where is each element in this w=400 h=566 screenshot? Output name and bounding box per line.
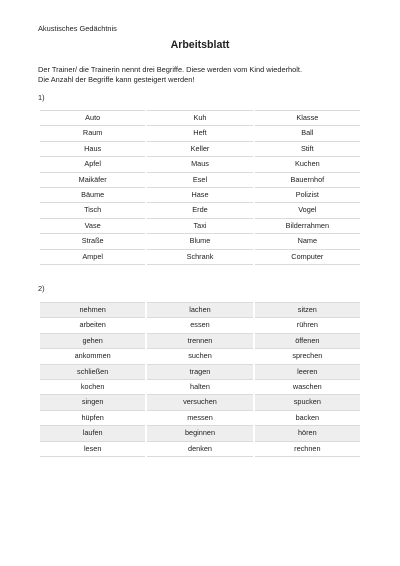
table-row <box>39 203 361 218</box>
word-cell: halten <box>146 380 253 395</box>
word-cell: Klasse <box>254 111 361 126</box>
word-cell: sprechen <box>254 349 361 364</box>
table-row <box>39 395 361 410</box>
word-cell: Esel <box>146 172 253 187</box>
word-cell: Ampel <box>39 249 146 264</box>
word-cell: schließen <box>39 364 146 379</box>
word-cell: Vogel <box>254 203 361 218</box>
word-cell: Blume <box>146 234 253 249</box>
word-cell: Maus <box>146 157 253 172</box>
word-cell: tragen <box>146 364 253 379</box>
word-cell: Tisch <box>39 203 146 218</box>
instructions <box>38 65 302 84</box>
word-cell: Maikäfer <box>39 172 146 187</box>
word-cell: Computer <box>254 249 361 264</box>
word-cell: suchen <box>146 349 253 364</box>
word-cell: waschen <box>254 380 361 395</box>
word-cell: Haus <box>39 141 146 156</box>
word-cell: leeren <box>254 364 361 379</box>
table-row <box>39 380 361 395</box>
word-cell: Erde <box>146 203 253 218</box>
word-cell: Straße <box>39 234 146 249</box>
table-row <box>39 303 361 318</box>
table-row <box>39 111 361 126</box>
word-cell: denken <box>146 441 253 456</box>
word-cell: Name <box>254 234 361 249</box>
word-cell: hören <box>254 426 361 441</box>
word-cell: arbeiten <box>39 318 146 333</box>
table-row <box>39 410 361 425</box>
table-row <box>39 249 361 264</box>
word-cell: backen <box>254 410 361 425</box>
table-row <box>39 318 361 333</box>
instruction-line: Der Trainer/ die Trainerin nennt drei Begriffe. Diese werden vom Kind wiederholt. <box>38 65 303 74</box>
page-title: Arbeitsblatt <box>170 39 230 51</box>
word-cell: Hase <box>146 188 253 203</box>
word-cell: Raum <box>39 126 146 141</box>
word-cell: lesen <box>39 441 146 456</box>
word-cell: Bauernhof <box>254 172 361 187</box>
word-cell: Keller <box>146 141 253 156</box>
table-row <box>39 188 361 203</box>
word-table-verbs <box>38 302 362 457</box>
word-cell: nehmen <box>39 303 146 318</box>
table-row <box>39 157 361 172</box>
word-cell: ankommen <box>39 349 146 364</box>
word-cell: Apfel <box>39 157 146 172</box>
word-cell: Polizist <box>254 188 361 203</box>
word-cell: messen <box>146 410 253 425</box>
word-cell: spucken <box>254 395 361 410</box>
section-label-1: 1) <box>38 93 45 102</box>
word-cell: Heft <box>146 126 253 141</box>
section-label-2: 2) <box>38 284 45 293</box>
word-cell: Auto <box>39 111 146 126</box>
word-table-nouns <box>38 110 362 265</box>
word-cell: Bäume <box>39 188 146 203</box>
word-cell: hüpfen <box>39 410 146 425</box>
word-cell: beginnen <box>146 426 253 441</box>
table-row <box>39 426 361 441</box>
instruction-line: Die Anzahl der Begriffe kann gesteigert werden! <box>38 74 195 84</box>
table-row <box>39 172 361 187</box>
word-cell: sitzen <box>254 303 361 318</box>
header-label: Akustisches Gedächtnis <box>38 24 117 33</box>
word-cell: Taxi <box>146 218 253 233</box>
word-cell: versuchen <box>146 395 253 410</box>
table-row <box>39 218 361 233</box>
word-cell: gehen <box>39 333 146 348</box>
word-cell: Kuh <box>146 111 253 126</box>
word-cell: öffenen <box>254 333 361 348</box>
word-cell: Vase <box>39 218 146 233</box>
table-row <box>39 349 361 364</box>
word-cell: Schrank <box>146 249 253 264</box>
word-cell: Kuchen <box>254 157 361 172</box>
word-cell: trennen <box>146 333 253 348</box>
word-cell: Stift <box>254 141 361 156</box>
table-row <box>39 333 361 348</box>
table-row <box>39 234 361 249</box>
word-cell: Bilderrahmen <box>254 218 361 233</box>
table-row <box>39 141 361 156</box>
table-row <box>39 441 361 456</box>
word-cell: kochen <box>39 380 146 395</box>
word-cell: laufen <box>39 426 146 441</box>
word-cell: rühren <box>254 318 361 333</box>
word-cell: essen <box>146 318 253 333</box>
word-cell: singen <box>39 395 146 410</box>
table-row <box>39 364 361 379</box>
word-cell: rechnen <box>254 441 361 456</box>
word-cell: lachen <box>146 303 253 318</box>
table-row <box>39 126 361 141</box>
word-cell: Ball <box>254 126 361 141</box>
